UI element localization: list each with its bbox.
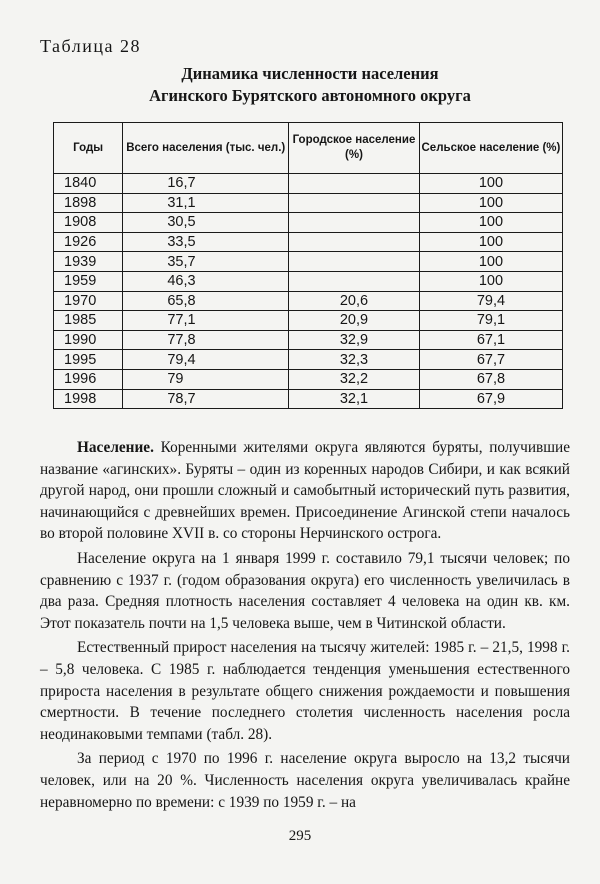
cell-urban: 32,1 (289, 389, 420, 409)
cell-urban (289, 213, 420, 233)
cell-year: 1970 (54, 291, 123, 311)
cell-year: 1990 (54, 330, 123, 350)
table-header-row (54, 123, 563, 174)
table-row (54, 330, 563, 350)
cell-total: 78,7 (123, 389, 289, 409)
cell-rural: 67,7 (419, 350, 562, 370)
header-years: Годы (54, 123, 123, 174)
cell-year: 1898 (54, 193, 123, 213)
cell-rural: 100 (419, 271, 562, 291)
cell-year: 1996 (54, 369, 123, 389)
table-label: Таблица 28 (40, 36, 141, 56)
cell-total: 46,3 (123, 271, 289, 291)
cell-year: 1926 (54, 232, 123, 252)
cell-rural: 100 (419, 213, 562, 233)
cell-year: 1840 (54, 174, 123, 194)
cell-total: 79,4 (123, 350, 289, 370)
cell-year: 1939 (54, 252, 123, 272)
header-rural: Сельское население (%) (419, 123, 562, 174)
cell-urban (289, 174, 420, 194)
cell-rural: 79,4 (419, 291, 562, 311)
table-row (54, 213, 563, 233)
table-row (54, 252, 563, 272)
cell-rural: 67,8 (419, 369, 562, 389)
table-row (54, 193, 563, 213)
cell-urban: 20,9 (289, 311, 420, 331)
paragraph (40, 437, 570, 545)
cell-year: 1985 (54, 311, 123, 331)
table-row (54, 174, 563, 194)
paragraph-text: Естественный прирост населения на тысячу жителей: 1985 г. – 21,5, 1998 г. – 5,8 человека. С 1985 г. наблюдается тенденция уменьшения естественного прироста населения в результате общего снижения рождаемости и повышения смертности. В течение последнего столетия численность населения росла неодинаковыми темпами (табл. 28). (40, 639, 570, 743)
cell-rural: 67,1 (419, 330, 562, 350)
cell-total: 31,1 (123, 193, 289, 213)
paragraph-text: Коренными жителями округа являются буряты, получившие название «агинских». Буряты – один из коренных народов Сибири, и как всякий другой народ, они прошли сложный и самобытный исторический путь развития, начинающийся с древнейших времен. Присоединение Агинской степи началось во второй половине XVII в. со стороны Нерчинского острога. (40, 439, 570, 543)
header-urban: Городское население (%) (289, 123, 420, 174)
cell-rural: 100 (419, 174, 562, 194)
table-row (54, 232, 563, 252)
paragraph (40, 748, 570, 813)
cell-year: 1995 (54, 350, 123, 370)
cell-urban (289, 193, 420, 213)
cell-year: 1959 (54, 271, 123, 291)
body-text (40, 437, 570, 816)
header-total: Всего населения (тыс. чел.) (123, 123, 289, 174)
cell-urban: 32,9 (289, 330, 420, 350)
paragraph-text: За период с 1970 по 1996 г. население округа выросло на 13,2 тысячи человек, или на 20 %. Численность населения округа увеличивалась крайне неравномерно по времени: с 1939 по 1959 г. – на (40, 750, 570, 811)
paragraph (40, 637, 570, 745)
cell-rural: 100 (419, 193, 562, 213)
cell-total: 35,7 (123, 252, 289, 272)
paragraph-lead: Население. (77, 439, 154, 456)
cell-urban (289, 252, 420, 272)
paragraph (40, 548, 570, 634)
table-row (54, 291, 563, 311)
cell-rural: 100 (419, 252, 562, 272)
cell-total: 16,7 (123, 174, 289, 194)
cell-total: 79 (123, 369, 289, 389)
cell-urban: 32,3 (289, 350, 420, 370)
cell-total: 77,8 (123, 330, 289, 350)
table-row (54, 350, 563, 370)
table-title-line-1: Динамика численности населения (181, 64, 439, 83)
table-row (54, 311, 563, 331)
population-table (53, 122, 563, 409)
table-row (54, 389, 563, 409)
cell-year: 1998 (54, 389, 123, 409)
table-row (54, 369, 563, 389)
paragraph-text: Население округа на 1 января 1999 г. составило 79,1 тысячи человек; по сравнению с 1937 г. (годом образования округа) его численность увеличилась в два раза. Средняя плотность населения составляет 4 человека на один кв. км. Этот показатель почти на 1,5 человека выше, чем в Читинской области. (40, 549, 570, 632)
cell-rural: 100 (419, 232, 562, 252)
cell-rural: 67,9 (419, 389, 562, 409)
page-number: 295 (288, 828, 312, 844)
cell-total: 65,8 (123, 291, 289, 311)
cell-urban: 32,2 (289, 369, 420, 389)
cell-urban: 20,6 (289, 291, 420, 311)
cell-urban (289, 232, 420, 252)
table-body (54, 174, 563, 409)
cell-rural: 79,1 (419, 311, 562, 331)
cell-urban (289, 271, 420, 291)
table-title-line-2: Агинского Бурятского автономного округа (149, 86, 471, 105)
cell-total: 33,5 (123, 232, 289, 252)
cell-total: 30,5 (123, 213, 289, 233)
cell-total: 77,1 (123, 311, 289, 331)
table-row (54, 271, 563, 291)
cell-year: 1908 (54, 213, 123, 233)
